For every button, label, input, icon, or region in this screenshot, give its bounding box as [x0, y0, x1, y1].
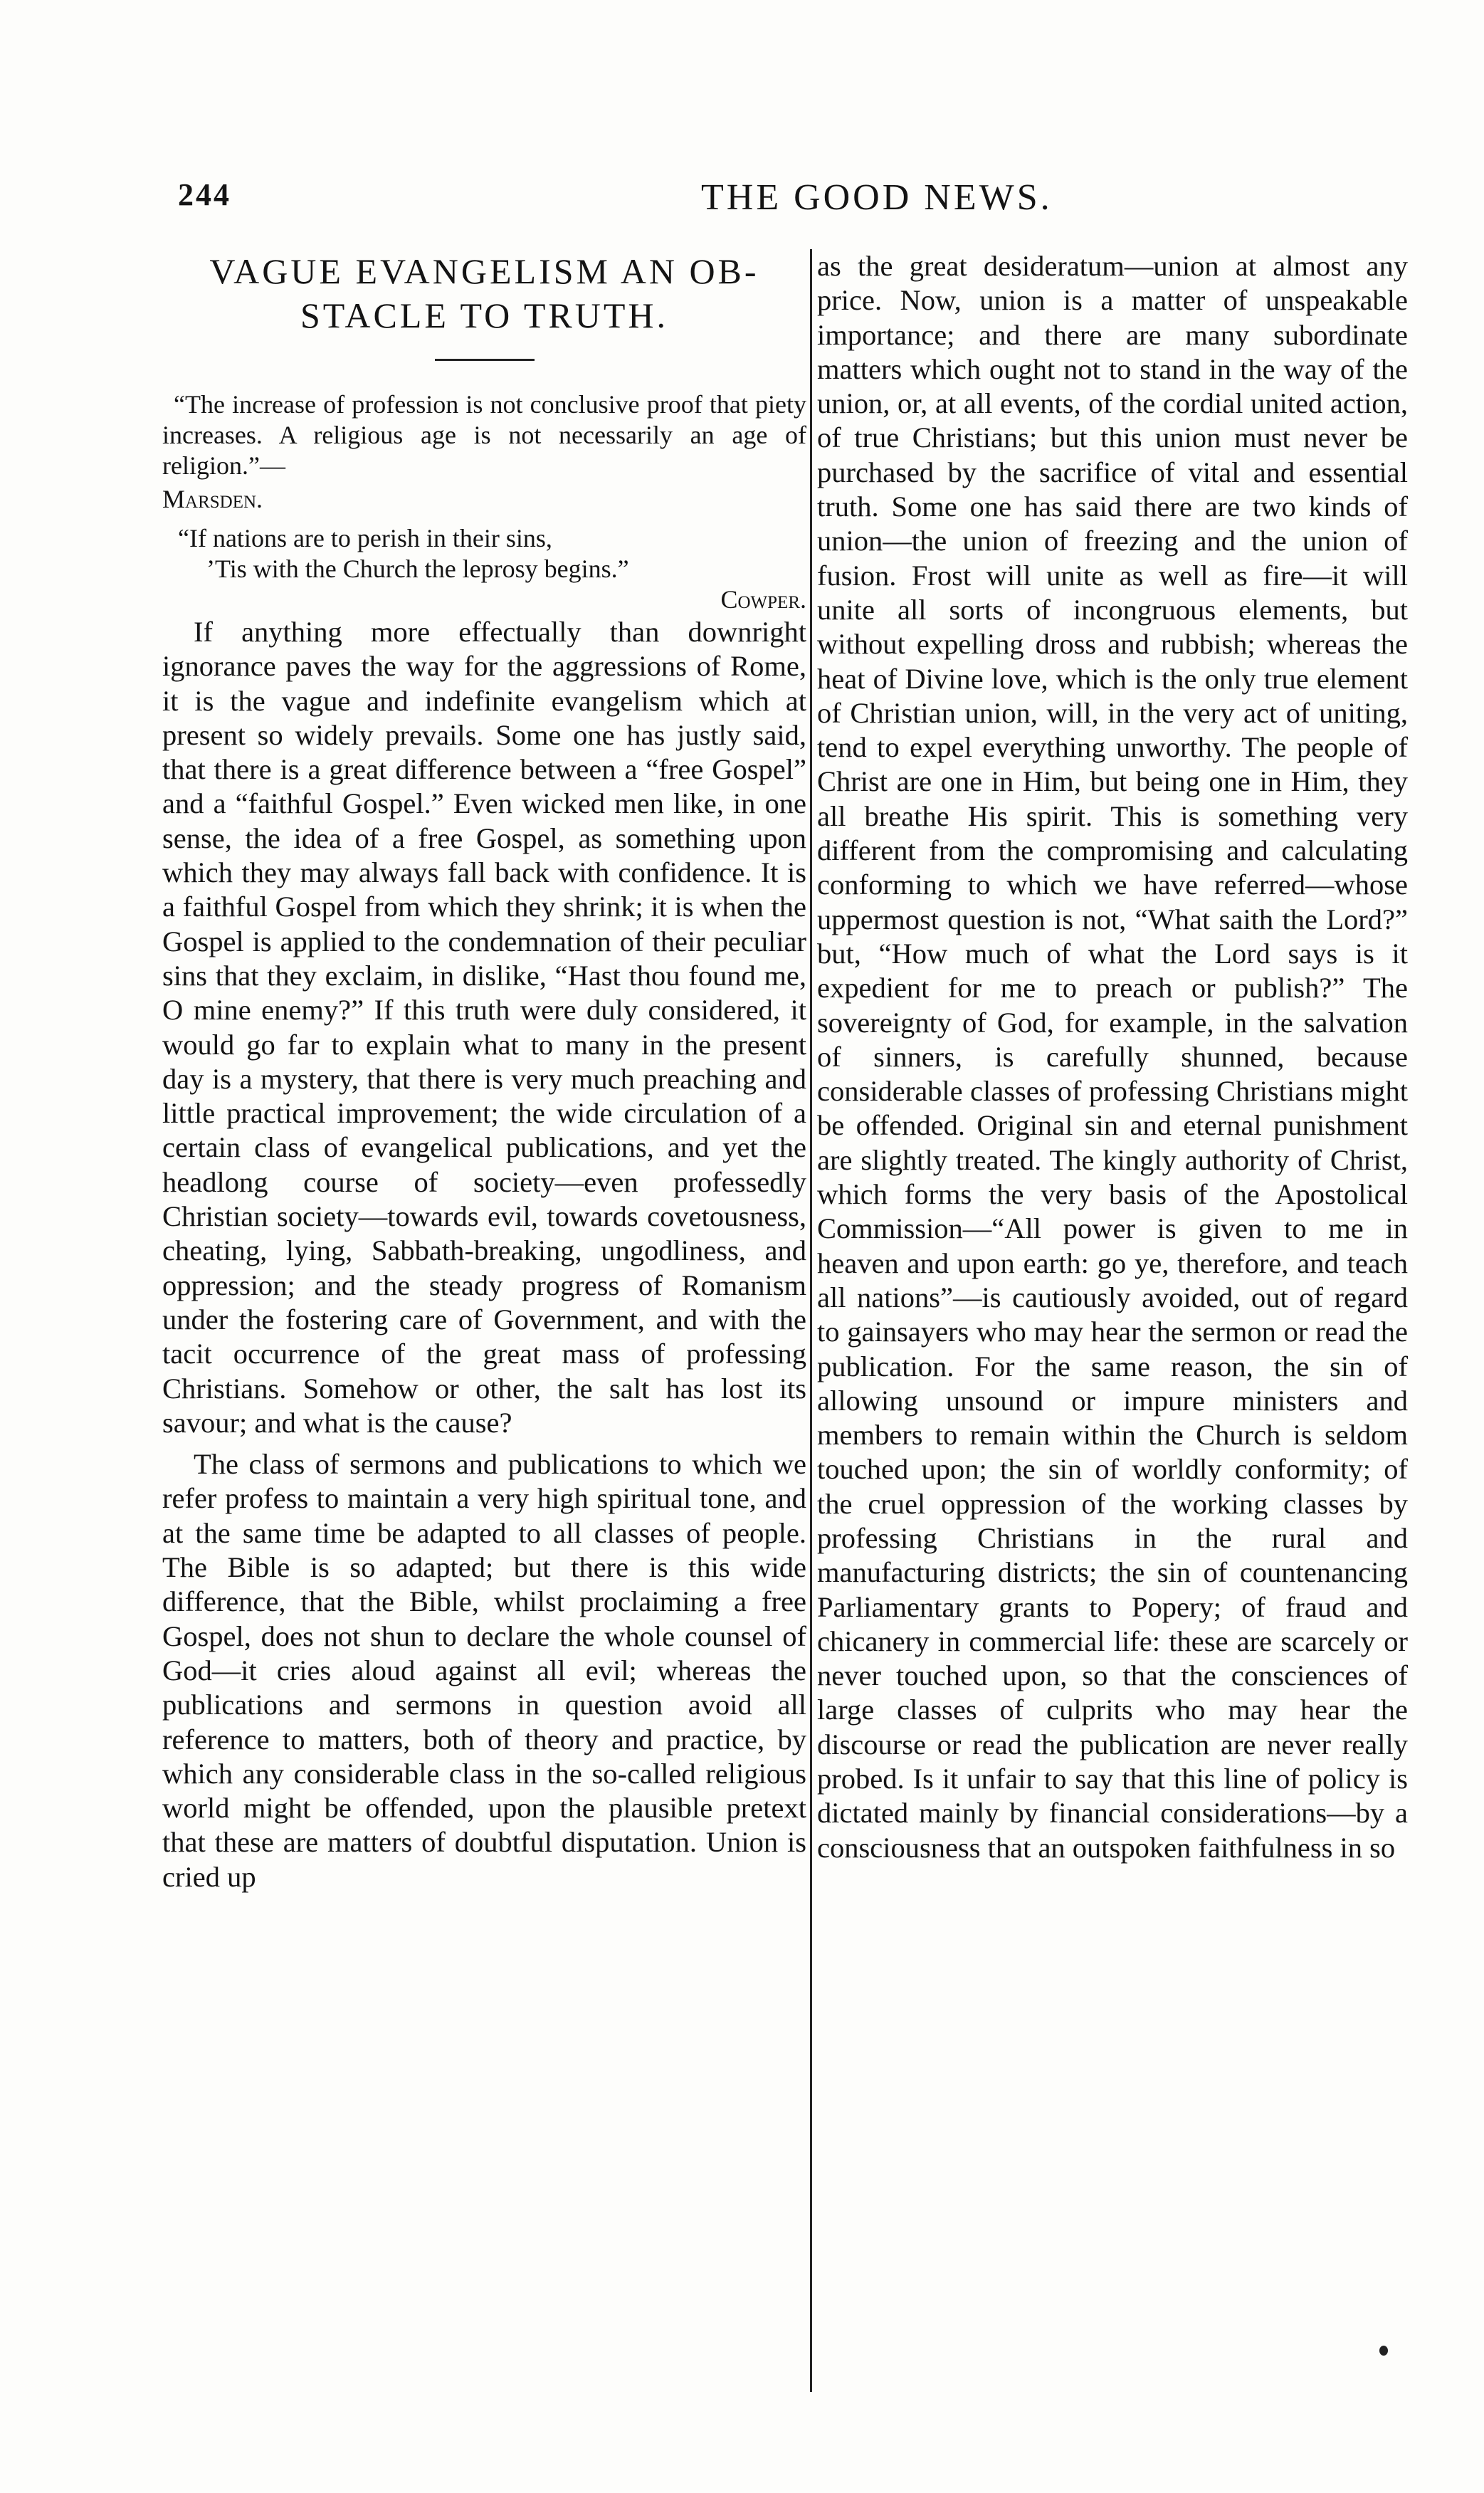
page-number: 244	[178, 177, 231, 212]
poem-line: ’Tis with the Church the leprosy begins.”	[206, 555, 629, 583]
title-divider	[435, 359, 535, 361]
left-column	[162, 249, 806, 1901]
epigraph-author: Marsden.	[162, 485, 263, 513]
poem-line: “If nations are to perish in their sins,	[178, 524, 552, 552]
page-header	[178, 169, 1281, 226]
epigraph-poem	[162, 523, 806, 584]
article-paragraph: If anything more effectually than downright ignorance paves the way for the aggressions of Rome, it is the vague and indefinite evangelism which at present so widely prevails. Some one has justly said, that there is a great difference between a “free Gospel” and a “faithful Gospel.” Even wicked men like, in one sense, the idea of a free Gospel, as something upon which they may always fall back with confidence. It is a faithful Gospel from which they shrink; it is when the Gospel is applied to the condemnation of their peculiar sins that they exclaim, in dislike, “Hast thou found me, O mine enemy?” If this truth were duly considered, it would go far to explain what to many in the present day is a mystery, that there is very much preaching and little practical improvement; the wide circulation of a certain class of evangelical publications, and yet the headlong course of society—even professedly Christian society—towards evil, towards covetousness, cheating, lying, Sabbath-breaking, ungodliness, and oppression; and the steady progress of Romanism under the fostering care of Government, and with the tacit occurrence of the great mass of professing Christians. Somehow or other, the salt has lost its savour; and what is the cause?	[162, 616, 806, 1439]
column-divider	[810, 249, 812, 2392]
journal-title: THE GOOD NEWS.	[701, 177, 1053, 218]
article-paragraph: as the great desideratum—union at almost any price. Now, union is a matter of unspeakable importance; and there are many subordinate matters which ought not to stand in the way of the union, or, at all events, of the cordial united action, of true Christians; but this union must never be purchased by the sacrifice of vital and essential truth. Some one has said there are two kinds of union—the union of freezing and the union of fusion. Frost will unite as well as fire—it will unite all sorts of incongruous elements, but without expelling dross and rubbish; whereas the heat of Divine love, which is the only true element of Christian union, will, in the very act of uniting, tend to expel everything unworthy. The people of Christ are one in Him, but being one in Him, they all breathe His spirit. This is something very different from the compromising and calculating conforming to which we have referred—whose uppermost question is not, “What saith the Lord?” but, “How much of what the Lord says is it expedient for me to preach or publish?” The sovereignty of God, for example, in the salvation of sinners, is carefully shunned, because considerable classes of professing Christians might be offended. Original sin and eternal punishment are slightly treated. The kingly authority of Christ, which forms the very basis of the Apostolical Commission—“All power is given to me in heaven and upon earth: go ye, therefore, and teach all nations”—is cautiously avoided, out of regard to gainsayers who may hear the sermon or read the publication. For the same reason, the sin of allowing unsound or impure ministers and members to remain within the Church is seldom touched upon; the sin of worldly conformity; of the cruel oppression of the working classes by professing Christians in the rural and manufacturing districts; the sin of countenancing Parliamentary grants to Popery; of fraud and chicanery in commercial life: these are scarcely or never touched upon, so that the consciences of large classes of culprits who may hear the discourse or read the publication are never really probed. Is it unfair to say that this line of policy is dictated mainly by financial considerations—by a consciousness that an outspoken faithfulness in so	[817, 250, 1408, 1864]
article-paragraph: The class of sermons and publications to which we refer profess to maintain a very high spiritual tone, and at the same time be adapted to all classes of people. The Bible is so adapted; but there is this wide difference, that the Bible, whilst proclaiming a free Gospel, does not shun to declare the whole counsel of God—it cries aloud against all evil; whereas the publications and sermons in question avoid all reference to matters, both of theory and practice, by which any considerable class in the so-called religious world might be offended, upon the plausible pretext that these are matters of doubtful disputation. Union is cried up	[162, 1448, 806, 1893]
ink-blot	[1379, 2346, 1388, 2356]
right-column	[817, 249, 1408, 1872]
article-title: VAGUE EVANGELISM AN OB-STACLE TO TRUTH.	[209, 251, 759, 335]
poem-author: Cowper.	[720, 585, 806, 614]
epigraph-quote: “The increase of profession is not conclusive proof that piety increases. A religious age is not necessarily an age of religion.”—	[162, 390, 806, 480]
